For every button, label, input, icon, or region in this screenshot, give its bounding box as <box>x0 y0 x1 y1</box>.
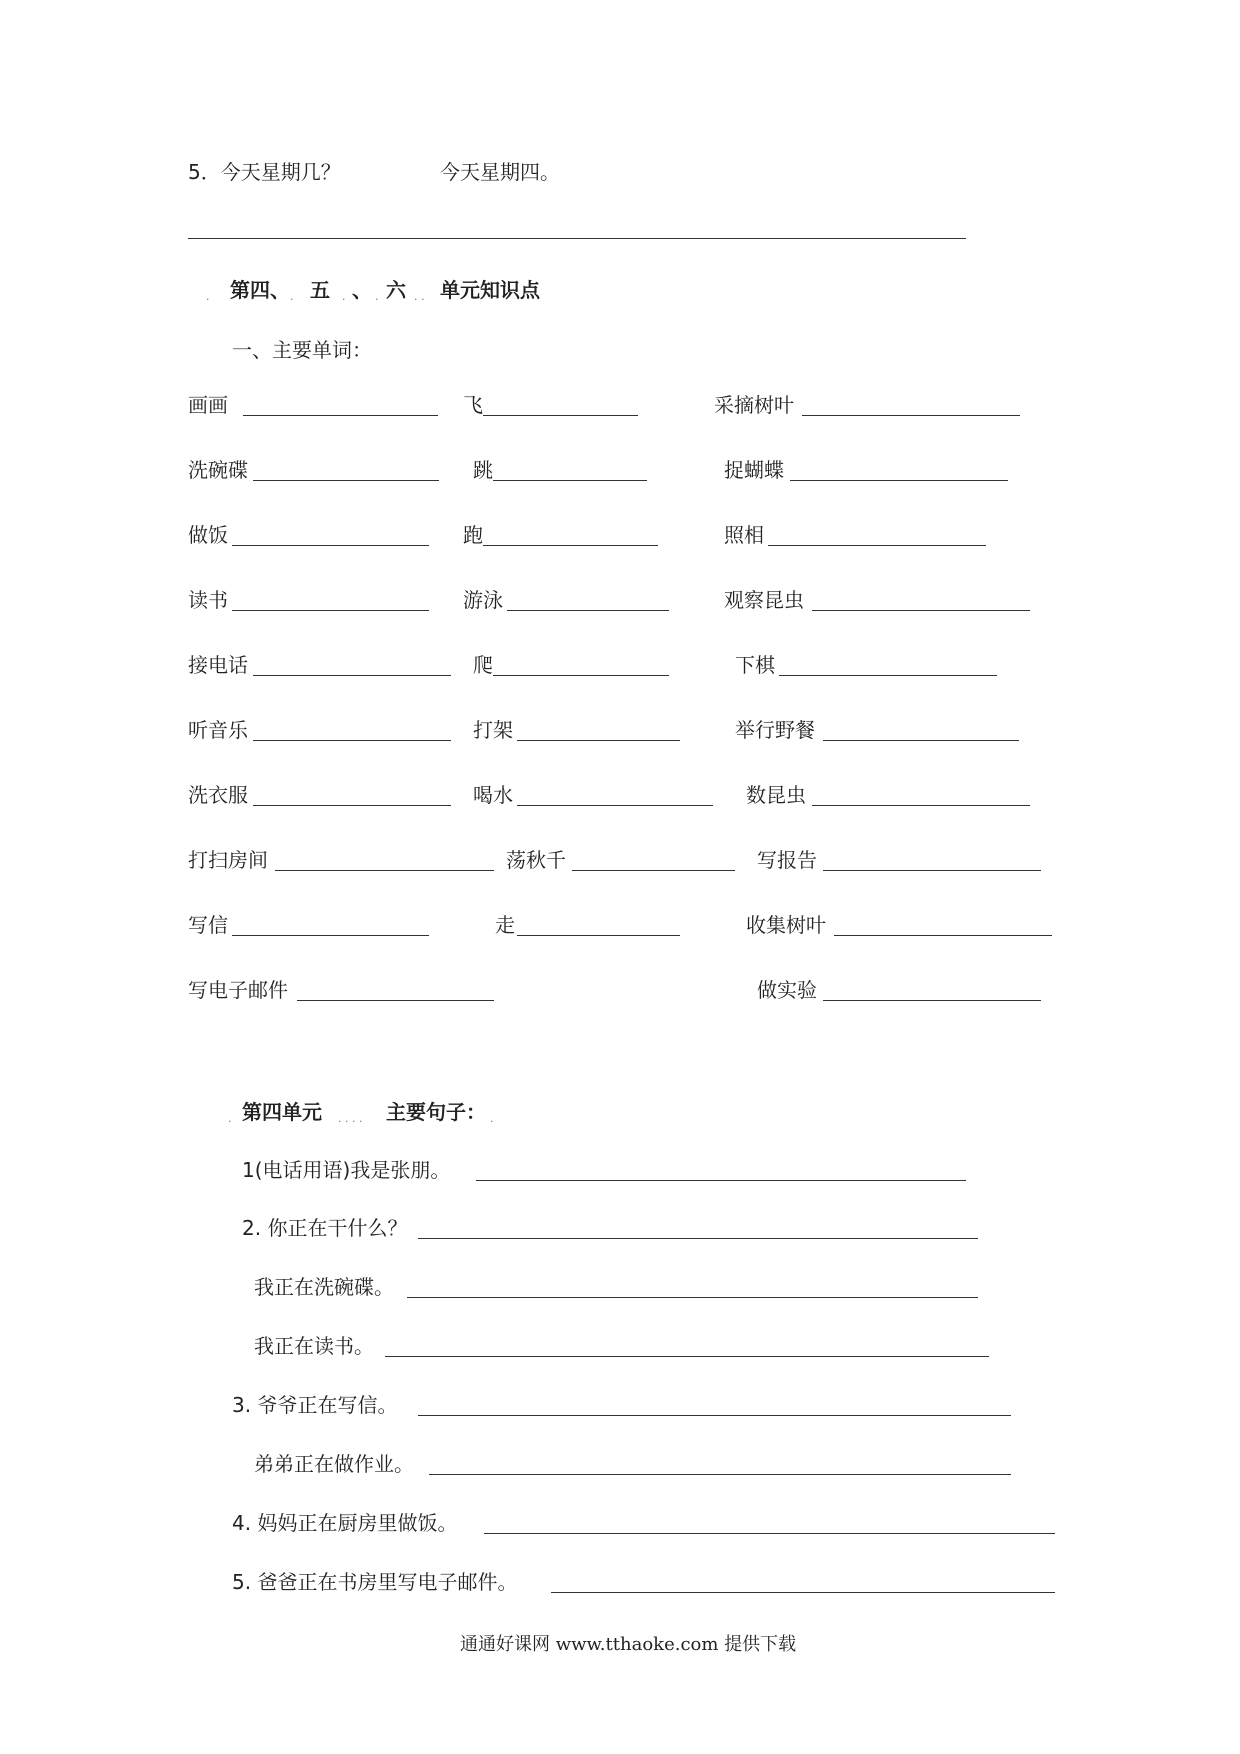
answer-line <box>507 610 669 611</box>
marker-dot: . <box>228 1112 232 1125</box>
answer-line <box>823 870 1041 871</box>
sentence-3a: 弟弟正在做作业。 <box>254 1452 414 1476</box>
unit4-heading-b: 主要句子： <box>386 1100 486 1124</box>
word-label: 画画 <box>188 393 228 417</box>
marker-dot: . <box>290 290 294 303</box>
marker-dot: . <box>375 290 379 303</box>
answer-line <box>418 1238 978 1239</box>
word-label: 洗衣服 <box>188 783 248 807</box>
marker-dot: . <box>206 290 210 303</box>
word-label: 洗碗碟 <box>188 458 248 482</box>
answer-line <box>493 480 647 481</box>
answer-line <box>823 740 1019 741</box>
footer-credit: 通通好课网 www.tthaoke.com 提供下载 <box>460 1634 797 1655</box>
word-label: 收集树叶 <box>746 913 826 937</box>
word-label: 数昆虫 <box>746 783 806 807</box>
answer-line <box>484 1533 1055 1534</box>
answer-line <box>429 1474 1011 1475</box>
word-label: 观察昆虫 <box>724 588 804 612</box>
word-label: 走 <box>495 913 515 937</box>
word-label: 读书 <box>188 588 228 612</box>
word-label: 做饭 <box>188 523 228 547</box>
words-heading: 一、主要单词： <box>232 338 372 362</box>
answer-line <box>812 805 1030 806</box>
marker-dot: . <box>342 290 346 303</box>
answer-line <box>232 610 429 611</box>
sentence-4: 4. 妈妈正在厨房里做饭。 <box>232 1511 458 1535</box>
section-title-part1: 第四、 <box>230 278 290 302</box>
answer-line <box>493 675 669 676</box>
answer-line <box>253 805 451 806</box>
section-title-part3: 、 <box>352 278 372 302</box>
answer-line <box>790 480 1008 481</box>
answer-line <box>253 675 451 676</box>
answer-line <box>385 1356 989 1357</box>
sentence-5: 5. 爸爸正在书房里写电子邮件。 <box>232 1570 518 1594</box>
marker-dot: . . . . <box>338 1112 363 1125</box>
word-label: 跳 <box>473 458 493 482</box>
answer-line <box>418 1415 1011 1416</box>
section-title-part2: 五 <box>310 278 330 302</box>
word-label: 举行野餐 <box>735 718 815 742</box>
answer-line <box>768 545 986 546</box>
sentence-1: 1(电话用语)我是张朋。 <box>242 1158 451 1182</box>
answer-line <box>253 740 451 741</box>
word-label: 飞 <box>463 393 483 417</box>
section-title-part4: 六 <box>386 278 406 302</box>
question-5-label: 5．今天星期几？ <box>188 160 341 184</box>
answer-line <box>517 740 680 741</box>
word-label: 下棋 <box>735 653 775 677</box>
unit4-heading-a: 第四单元 <box>242 1100 322 1124</box>
answer-line <box>802 415 1020 416</box>
marker-dot: . . <box>414 290 425 303</box>
answer-line <box>551 1592 1055 1593</box>
sentence-2: 2. 你正在干什么？ <box>242 1216 408 1240</box>
answer-line <box>253 480 439 481</box>
sentence-2a: 我正在洗碗碟。 <box>254 1275 394 1299</box>
answer-line <box>275 870 494 871</box>
sentence-3: 3. 爷爷正在写信。 <box>232 1393 398 1417</box>
answer-line <box>407 1297 978 1298</box>
answer-line <box>812 610 1030 611</box>
word-label: 游泳 <box>463 588 503 612</box>
word-label: 打架 <box>473 718 513 742</box>
answer-line <box>476 1180 966 1181</box>
word-label: 喝水 <box>473 783 513 807</box>
word-label: 接电话 <box>188 653 248 677</box>
sentence-2b: 我正在读书。 <box>254 1334 374 1358</box>
answer-line <box>297 1000 494 1001</box>
word-label: 采摘树叶 <box>714 393 794 417</box>
word-label: 写报告 <box>757 848 817 872</box>
word-label: 爬 <box>473 653 493 677</box>
word-label: 荡秋千 <box>506 848 566 872</box>
answer-line <box>483 415 638 416</box>
answer-line <box>232 935 429 936</box>
word-label: 写信 <box>188 913 228 937</box>
word-label: 跑 <box>463 523 483 547</box>
word-label: 打扫房间 <box>188 848 268 872</box>
marker-dot: . <box>490 1112 494 1125</box>
answer-line <box>572 870 735 871</box>
answer-line <box>779 675 997 676</box>
word-label: 照相 <box>724 523 764 547</box>
word-label: 捉蝴蝶 <box>724 458 784 482</box>
answer-line <box>834 935 1052 936</box>
word-label: 听音乐 <box>188 718 248 742</box>
word-label: 写电子邮件 <box>188 978 288 1002</box>
question-5-answer: 今天星期四。 <box>440 160 560 184</box>
answer-line <box>823 1000 1041 1001</box>
answer-line <box>517 805 713 806</box>
answer-line <box>188 238 966 239</box>
section-title-part5: 单元知识点 <box>440 278 540 302</box>
answer-line <box>243 415 438 416</box>
word-label: 做实验 <box>757 978 817 1002</box>
answer-line <box>483 545 658 546</box>
answer-line <box>517 935 680 936</box>
answer-line <box>232 545 429 546</box>
